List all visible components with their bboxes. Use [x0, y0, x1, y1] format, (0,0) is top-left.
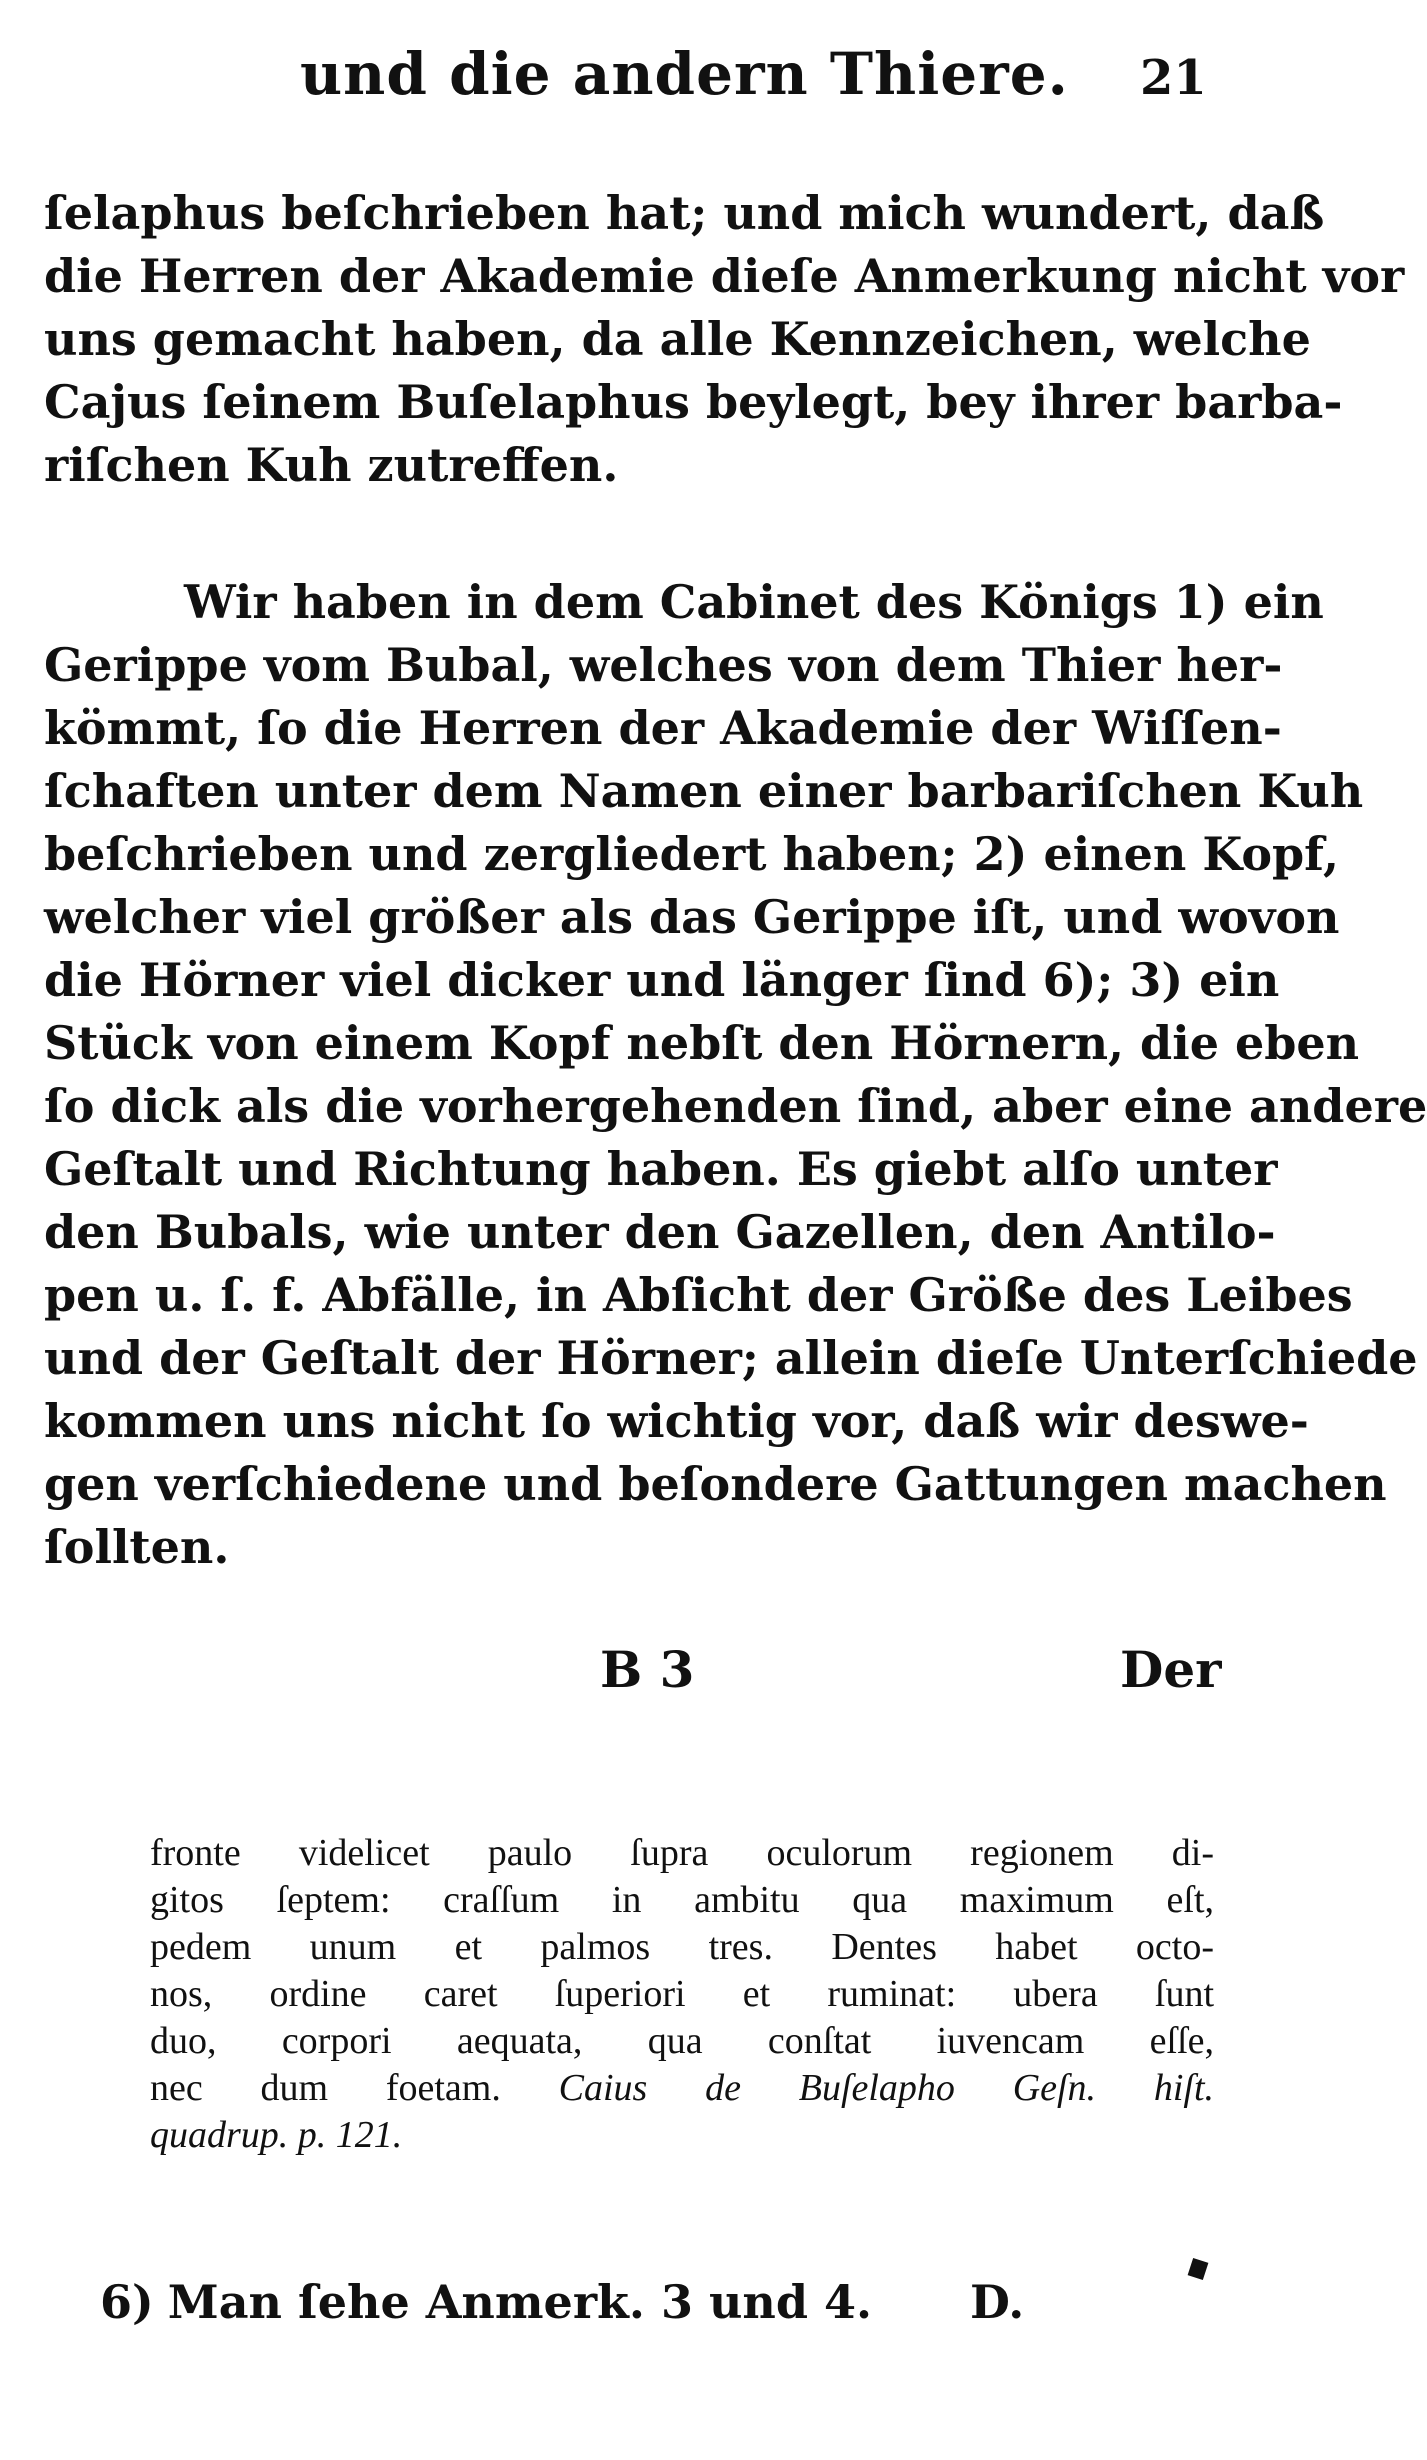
running-title: und die andern Thiere.	[300, 40, 1069, 108]
catchword: Der	[1120, 1640, 1222, 1699]
footnote-sign: D.	[970, 2275, 1025, 2329]
text-line: beſchrieben und zergliedert haben; 2) einen Kopf,	[44, 827, 1339, 881]
footnote-latin-quote	[150, 1830, 1214, 2159]
footnote-line: pedem unum et palmos tres. Dentes habet octo-	[150, 1926, 1214, 1968]
footnote-label: 6)	[100, 2275, 154, 2329]
page-number: 21	[1140, 50, 1207, 106]
ink-mark	[1188, 2258, 1209, 2280]
footnote-line: fronte videlicet paulo ſupra oculorum regionem di-	[150, 1832, 1214, 1874]
main-text	[44, 182, 1427, 1579]
text-line: Geſtalt und Richtung haben. Es giebt alſo unter	[44, 1142, 1278, 1196]
footnote-citation-end: quadrup. p. 121.	[150, 2114, 403, 2156]
footnote-text: Man ſehe Anmerk. 3 und 4.	[167, 2275, 873, 2329]
text-line: ſo dick als die vorhergehenden ſind, aber eine andere	[44, 1079, 1427, 1133]
footnote-line: nos, ordine caret ſuperiori et ruminat: ubera ſunt	[150, 1973, 1214, 2015]
text-line: gen verſchiedene und beſondere Gattungen machen	[44, 1457, 1387, 1511]
footnote-line-with-citation	[150, 2065, 1214, 2112]
footnote-line: gitos ſeptem: craſſum in ambitu qua maximum eſt,	[150, 1879, 1214, 1921]
text-line: riſchen Kuh zutreffen.	[44, 438, 619, 492]
text-line: Gerippe vom Bubal, welches von dem Thier her-	[44, 638, 1283, 692]
text-line: welcher viel größer als das Gerippe iſt, und wovon	[44, 890, 1340, 944]
running-head	[0, 40, 1258, 120]
text-line: Stück von einem Kopf nebſt den Hörnern, die eben	[44, 1016, 1360, 1070]
text-line: ſelaphus beſchrieben hat; und mich wundert, daß	[44, 186, 1325, 240]
footnote-6	[100, 2275, 1100, 2329]
text-line: ſchaften unter dem Namen einer barbariſchen Kuh	[44, 764, 1364, 818]
text-line: ſollten.	[44, 1520, 230, 1574]
catchline	[0, 1640, 1258, 1720]
text-line: uns gemacht haben, da alle Kennzeichen, welche	[44, 312, 1311, 366]
text-line: die Herren der Akademie dieſe Anmerkung nicht vor	[44, 249, 1405, 303]
text-line: kommen uns nicht ſo wichtig vor, daß wir deswe-	[44, 1394, 1309, 1448]
paragraph-gap	[44, 497, 1214, 571]
text-line: Wir haben in dem Cabinet des Königs 1) ein	[184, 575, 1324, 629]
text-line: die Hörner viel dicker und länger ſind 6); 3) ein	[44, 953, 1280, 1007]
text-line: Cajus ſeinem Buſelaphus beylegt, bey ihrer barba-	[44, 375, 1343, 429]
footnote-line-text: nec dum foetam.	[150, 2067, 501, 2109]
text-line: kömmt, ſo die Herren der Akademie der Wiſſen-	[44, 701, 1282, 755]
text-line: und der Geſtalt der Hörner; allein dieſe Unterſchiede	[44, 1331, 1418, 1385]
footnote-citation: Caius de Buſelapho Geſn. hiſt.	[558, 2067, 1215, 2109]
text-line: pen u. ſ. f. Abfälle, in Abſicht der Größe des Leibes	[44, 1268, 1353, 1322]
text-line: den Bubals, wie unter den Gazellen, den Antilo-	[44, 1205, 1276, 1259]
signature-mark: B 3	[600, 1640, 695, 1699]
footnote-line: duo, corpori aequata, qua conſtat iuvencam eſſe,	[150, 2020, 1214, 2062]
paragraph-2	[44, 571, 1427, 1579]
paragraph-1	[44, 182, 1405, 497]
